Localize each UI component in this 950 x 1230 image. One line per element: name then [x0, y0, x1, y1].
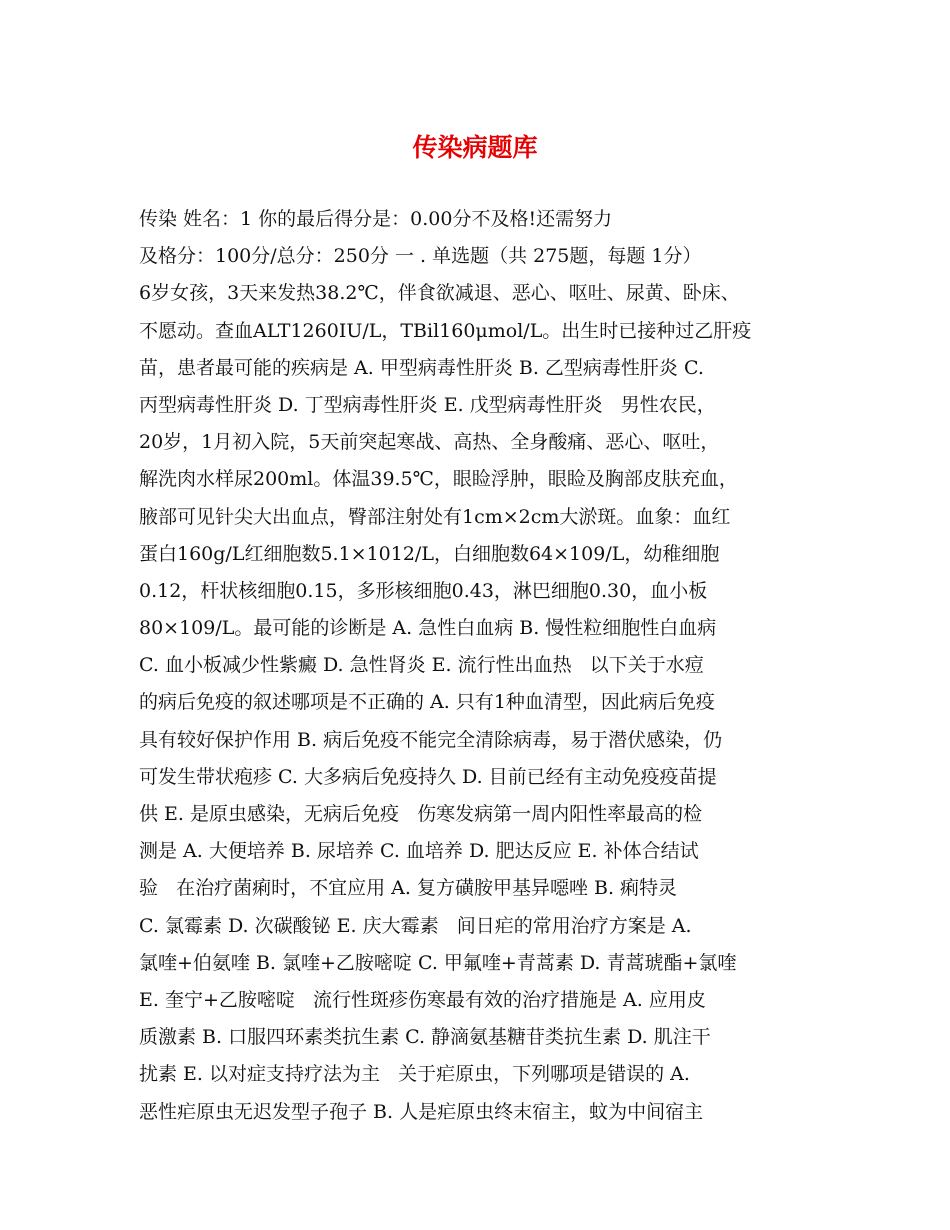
body-line: 80×109/L。最可能的诊断是 A. 急性白血病 B. 慢性粒细胞性白血病 — [139, 617, 717, 640]
body-line: 验 在治疗菌痢时，不宜应用 A. 复方磺胺甲基异噁唑 B. 痢特灵 — [139, 877, 678, 900]
body-line: 测是 A. 大便培养 B. 尿培养 C. 血培养 D. 肥达反应 E. 补体合结试 — [139, 840, 699, 863]
body-line: 传染 姓名：1 你的最后得分是：0.00分不及格!还需努力 — [139, 208, 613, 230]
body-line: 丙型病毒性肝炎 D. 丁型病毒性肝炎 E. 戊型病毒性肝炎 男性农民， — [139, 393, 716, 416]
body-line: 20岁，1月初入院，5天前突起寒战、高热、全身酸痛、恶心、呕吐， — [139, 431, 720, 454]
body-line: 的病后免疫的叙述哪项是不正确的 A. 只有1种血清型，因此病后免疫 — [139, 691, 715, 714]
body-line: 不愿动。查血ALT1260IU/L，TBil160μmol/L。出生时已接种过乙肝疫 — [139, 319, 752, 342]
document-body — [139, 201, 819, 1131]
body-line: E. 奎宁+乙胺嘧啶 流行性斑疹伤寒最有效的治疗措施是 A. 应用皮 — [139, 988, 706, 1011]
body-line: C. 氯霉素 D. 次碳酸铋 E. 庆大霉素 间日疟的常用治疗方案是 A. — [139, 914, 692, 937]
body-line: C. 血小板减少性紫癜 D. 急性肾炎 E. 流行性出血热 以下关于水痘 — [139, 654, 704, 677]
body-line: 可发生带状疱疹 C. 大多病后免疫持久 D. 目前已经有主动免疫疫苗提 — [139, 765, 717, 788]
body-line: 苗，患者最可能的疾病是 A. 甲型病毒性肝炎 B. 乙型病毒性肝炎 C. — [139, 356, 704, 379]
body-line: 蛋白160g/L红细胞数5.1×1012/L，白细胞数64×109/L，幼稚细胞 — [139, 542, 720, 565]
body-line: 解洗肉水样尿200ml。体温39.5℃，眼睑浮肿，眼睑及胸部皮肤充血， — [139, 468, 738, 491]
body-line: 质激素 B. 口服四环素类抗生素 C. 静滴氨基糖苷类抗生素 D. 肌注干 — [139, 1026, 711, 1049]
body-line: 具有较好保护作用 B. 病后免疫不能完全清除病毒，易于潜伏感染，仍 — [139, 728, 723, 751]
body-line: 恶性疟原虫无迟发型子孢子 B. 人是疟原虫终末宿主，蚊为中间宿主 — [139, 1100, 704, 1123]
document-title: 传染病题库 — [412, 133, 538, 162]
body-line: 扰素 E. 以对症支持疗法为主 关于疟原虫，下列哪项是错误的 A. — [139, 1063, 690, 1086]
body-line: 供 E. 是原虫感染，无病后免疫 伤寒发病第一周内阳性率最高的检 — [139, 803, 703, 825]
body-line: 及格分：100分/总分：250分 一 . 单选题（共 275题，每题 1分） — [139, 245, 702, 268]
body-line: 0.12，杆状核细胞0.15，多形核细胞0.43，淋巴细胞0.30，血小板 — [139, 579, 708, 602]
body-line: 腋部可见针尖大出血点，臀部注射处有1cm×2cm大淤斑。血象：血红 — [139, 505, 731, 528]
body-line: 氯喹+伯氨喹 B. 氯喹+乙胺嘧啶 C. 甲氟喹+青蒿素 D. 青蒿琥酯+氯喹 — [139, 951, 737, 974]
body-line: 6岁女孩，3天来发热38.2℃，伴食欲减退、恶心、呕吐、尿黄、卧床、 — [139, 282, 740, 305]
